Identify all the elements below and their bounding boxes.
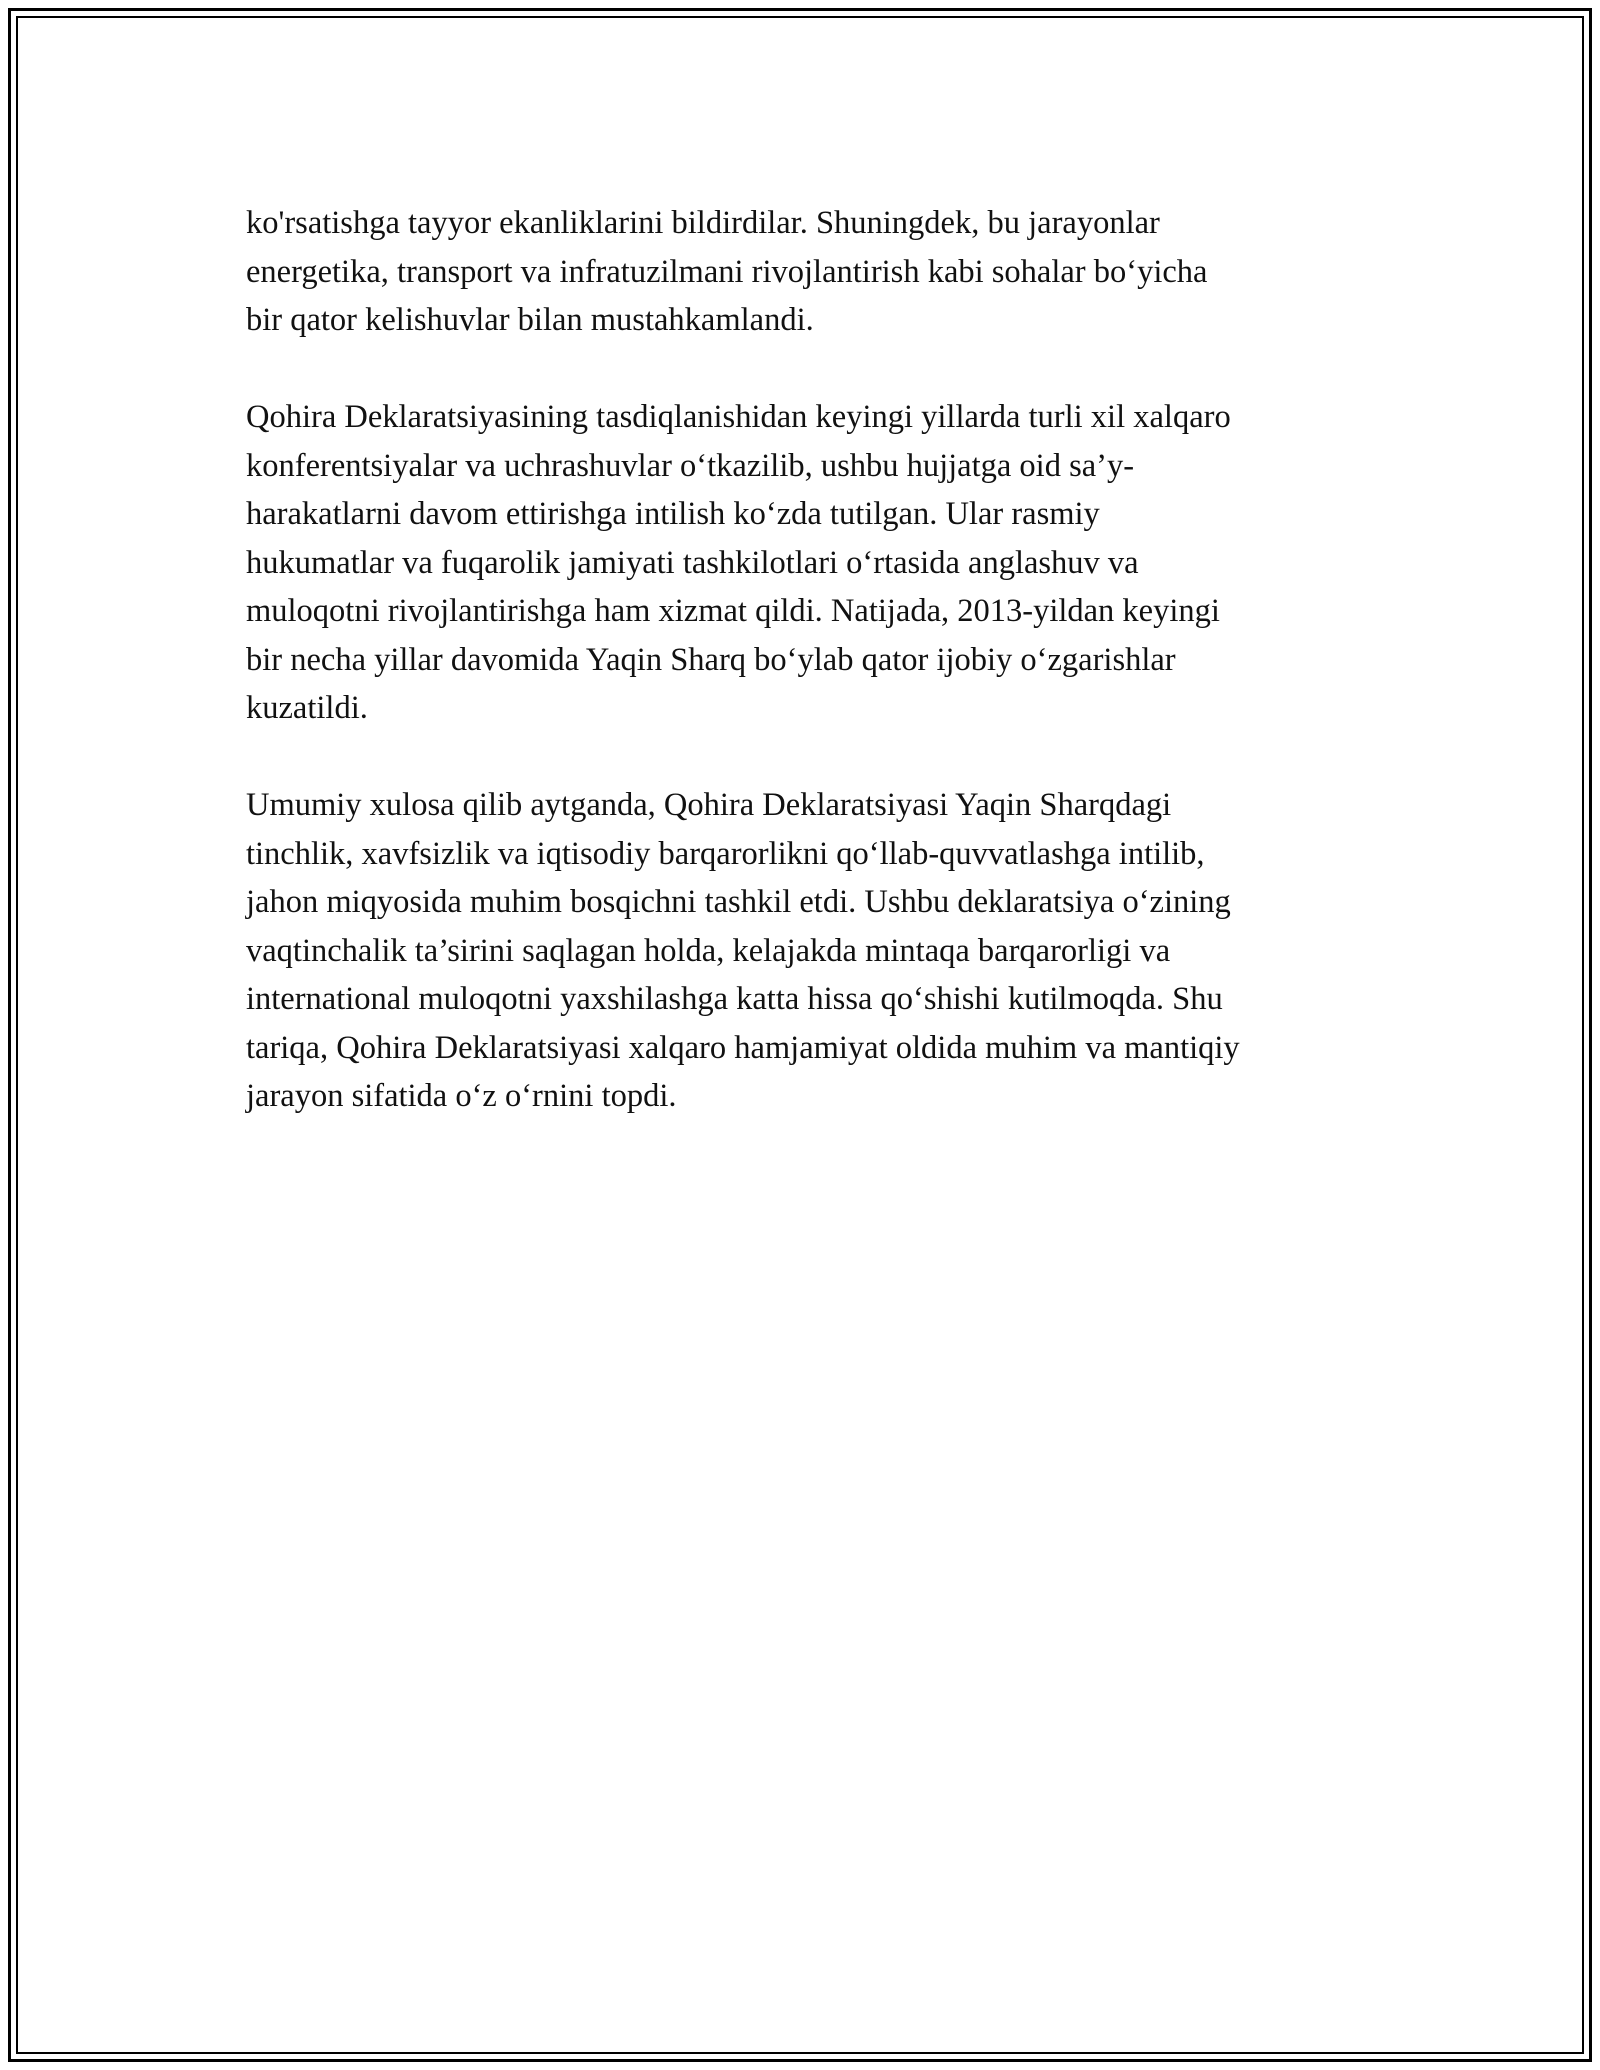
text-line: jarayon sifatida o‘z o‘rnini topdi. (246, 1078, 677, 1114)
text-line: ko'rsatishga tayyor ekanliklarini bildirdilar. Shuningdek, bu jarayonlar (246, 205, 1160, 241)
paragraph-3 (246, 781, 1376, 1121)
text-line: muloqotni rivojlantirishga ham xizmat qildi. Natijada, 2013-yildan keyingi (246, 593, 1220, 629)
text-line: tinchlik, xavfsizlik va iqtisodiy barqarorlikni qo‘llab-quvvatlashga intilib, (246, 835, 1205, 872)
paragraph-2 (246, 393, 1376, 733)
text-line: Umumiy xulosa qilib aytganda, Qohira Deklaratsiyasi Yaqin Sharqdagi (246, 787, 1172, 823)
text-line: konferentsiyalar va uchrashuvlar o‘tkazilib, ushbu hujjatga oid sa’y- (246, 447, 1135, 484)
text-line: bir qator kelishuvlar bilan mustahkamlandi. (246, 302, 814, 338)
text-line: hukumatlar va fuqarolik jamiyati tashkilotlari o‘rtasida anglashuv va (246, 544, 1139, 581)
page-border (8, 8, 1592, 2062)
text-line: harakatlarni davom ettirishga intilish ko‘zda tutilgan. Ular rasmiy (246, 496, 1100, 532)
text-line: Qohira Deklaratsiyasining tasdiqlanishidan keyingi yillarda turli xil xalqaro (246, 399, 1231, 435)
text-line: kuzatildi. (246, 690, 368, 726)
document-body (246, 199, 1376, 1169)
text-line: international muloqotni yaxshilashga katta hissa qo‘shishi kutilmoqda. Shu (246, 981, 1223, 1017)
paragraph-1 (246, 199, 1376, 345)
text-line: energetika, transport va infratuzilmani rivojlantirish kabi sohalar bo‘yicha (246, 253, 1208, 290)
text-line: vaqtinchalik ta’sirini saqlagan holda, kelajakda mintaqa barqarorligi va (246, 932, 1171, 969)
text-line: tariqa, Qohira Deklaratsiyasi xalqaro hamjamiyat oldida muhim va mantiqiy (246, 1029, 1240, 1066)
text-line: bir necha yillar davomida Yaqin Sharq bo‘ylab qator ijobiy o‘zgarishlar (246, 641, 1176, 678)
text-line: jahon miqyosida muhim bosqichni tashkil etdi. Ushbu deklaratsiya o‘zining (246, 884, 1231, 920)
